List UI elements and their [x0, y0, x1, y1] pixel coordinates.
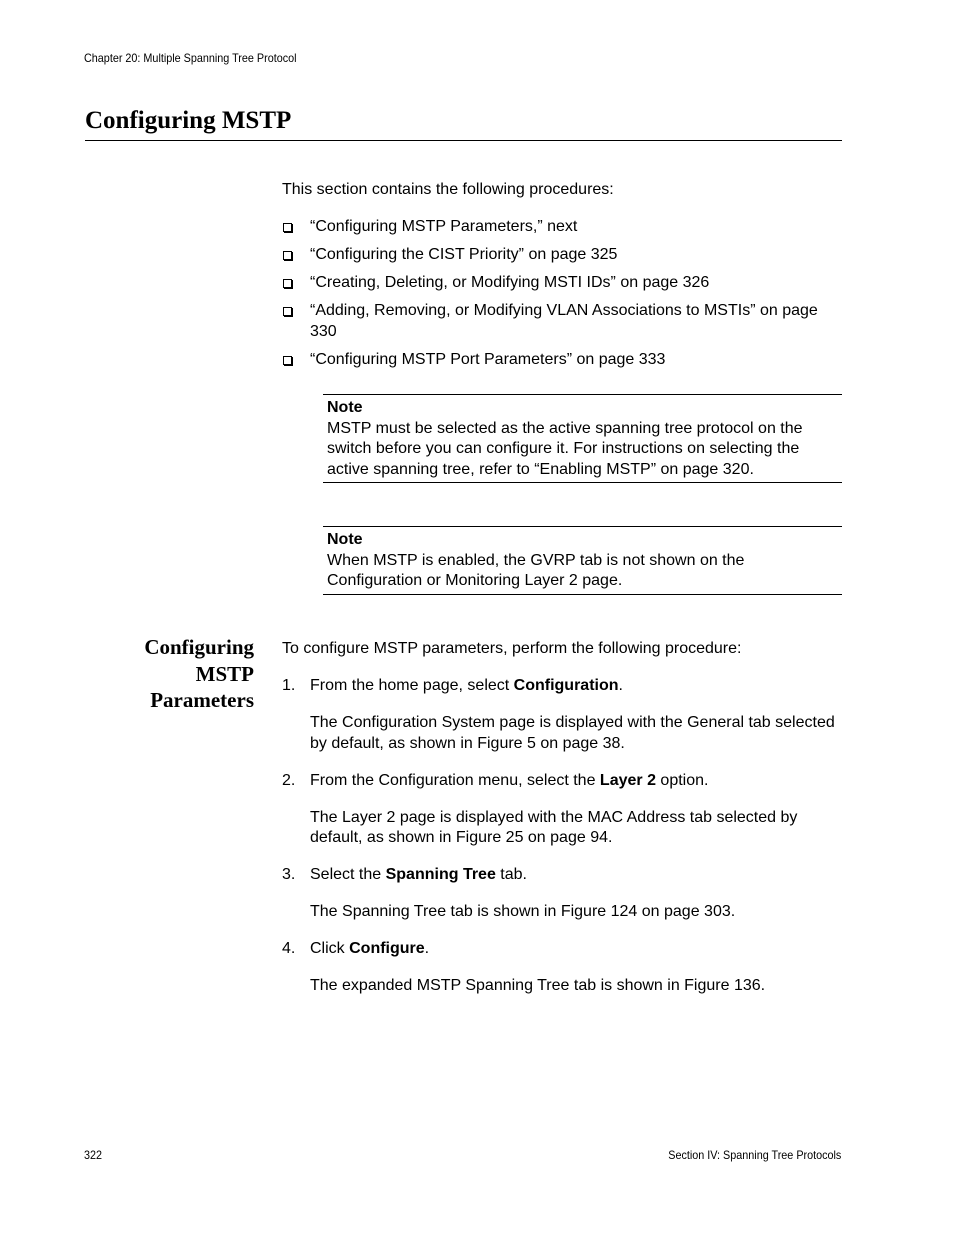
step-item	[282, 676, 842, 754]
step-text: tab.	[495, 866, 527, 883]
checkbox-bullet-icon	[283, 223, 292, 232]
procedure-item[interactable]	[282, 350, 842, 371]
step-result: The Configuration System page is displayed with the General tab selected by default, as shown in Figure 5 on page 38.	[310, 714, 835, 752]
step-number: 3.	[282, 866, 296, 883]
checkbox-bullet-icon	[283, 251, 292, 260]
step-ui-term: Layer 2	[599, 771, 656, 789]
page-number: 322	[84, 1148, 103, 1162]
procedure-item[interactable]	[282, 273, 842, 294]
step-text: From the Configuration menu, select the	[310, 771, 600, 789]
step-text: Click	[310, 940, 350, 957]
running-header: Chapter 20: Multiple Spanning Tree Protocol	[84, 51, 297, 65]
step-instruction	[310, 939, 842, 960]
step-text: From the home page, select	[310, 677, 514, 694]
note-label: Note	[327, 531, 363, 548]
step-result: The Spanning Tree tab is shown in Figure 124 on page 303.	[310, 903, 736, 920]
procedure-link[interactable]: “Configuring MSTP Parameters,” next	[310, 218, 578, 235]
procedure-item[interactable]	[282, 245, 842, 266]
procedure-link[interactable]: “Creating, Deleting, or Modifying MSTI IDs” on page 326	[310, 274, 710, 291]
step-number: 2.	[282, 771, 296, 789]
step-ui-term: Configuration	[513, 677, 619, 694]
step-instruction	[310, 865, 842, 886]
step-number: 4.	[282, 940, 296, 957]
procedure-list	[282, 217, 842, 378]
subsection-heading-line: Parameters	[150, 688, 254, 712]
step-text: .	[424, 940, 430, 957]
note-text: MSTP must be selected as the active spanning tree protocol on the switch before you can configure it. For instructions on selecting the active spanning tree, refer to “Enabling MSTP” on page 320.	[327, 419, 803, 478]
step-text: .	[618, 677, 623, 694]
step-text: Select the	[310, 866, 386, 883]
step-ui-term: Spanning Tree	[385, 866, 496, 883]
checkbox-bullet-icon	[283, 279, 292, 288]
step-instruction	[310, 676, 842, 697]
subsection-heading-line: Configuring	[144, 635, 254, 659]
procedure-link[interactable]: “Configuring the CIST Priority” on page 325	[310, 246, 618, 263]
step-result: The expanded MSTP Spanning Tree tab is shown in Figure 136.	[310, 977, 766, 994]
note-box	[323, 526, 842, 595]
checkbox-bullet-icon	[283, 356, 292, 365]
step-instruction	[310, 771, 842, 792]
note-label: Note	[327, 399, 363, 416]
procedure-link[interactable]: “Configuring MSTP Port Parameters” on page 333	[310, 350, 666, 368]
title-rule	[85, 140, 842, 141]
checkbox-bullet-icon	[283, 307, 292, 316]
step-result: The Layer 2 page is displayed with the MAC Address tab selected by default, as shown in Figure 25 on page 94.	[310, 808, 798, 846]
subsection-heading-line: MSTP	[195, 661, 254, 686]
step-item	[282, 939, 842, 997]
note-box	[323, 394, 842, 483]
procedure-item[interactable]	[282, 301, 842, 342]
procedure-link[interactable]: “Adding, Removing, or Modifying VLAN Associations to MSTIs” on page 330	[310, 302, 818, 340]
step-ui-term: Configure	[349, 940, 425, 957]
procedure-item[interactable]	[282, 217, 842, 238]
step-item	[282, 771, 842, 849]
note-text: When MSTP is enabled, the GVRP tab is not shown on the Configuration or Monitoring Layer 2 page.	[327, 551, 745, 589]
section-intro-text: This section contains the following procedures:	[282, 181, 614, 198]
page-title: Configuring MSTP	[85, 107, 292, 134]
step-number: 1.	[282, 677, 296, 694]
subsection-heading	[100, 634, 254, 714]
procedure-steps	[282, 676, 842, 997]
step-text: option.	[655, 771, 709, 789]
step-item	[282, 865, 842, 923]
procedure-intro: To configure MSTP parameters, perform the following procedure:	[282, 640, 742, 657]
running-footer: Section IV: Spanning Tree Protocols	[667, 1148, 841, 1162]
